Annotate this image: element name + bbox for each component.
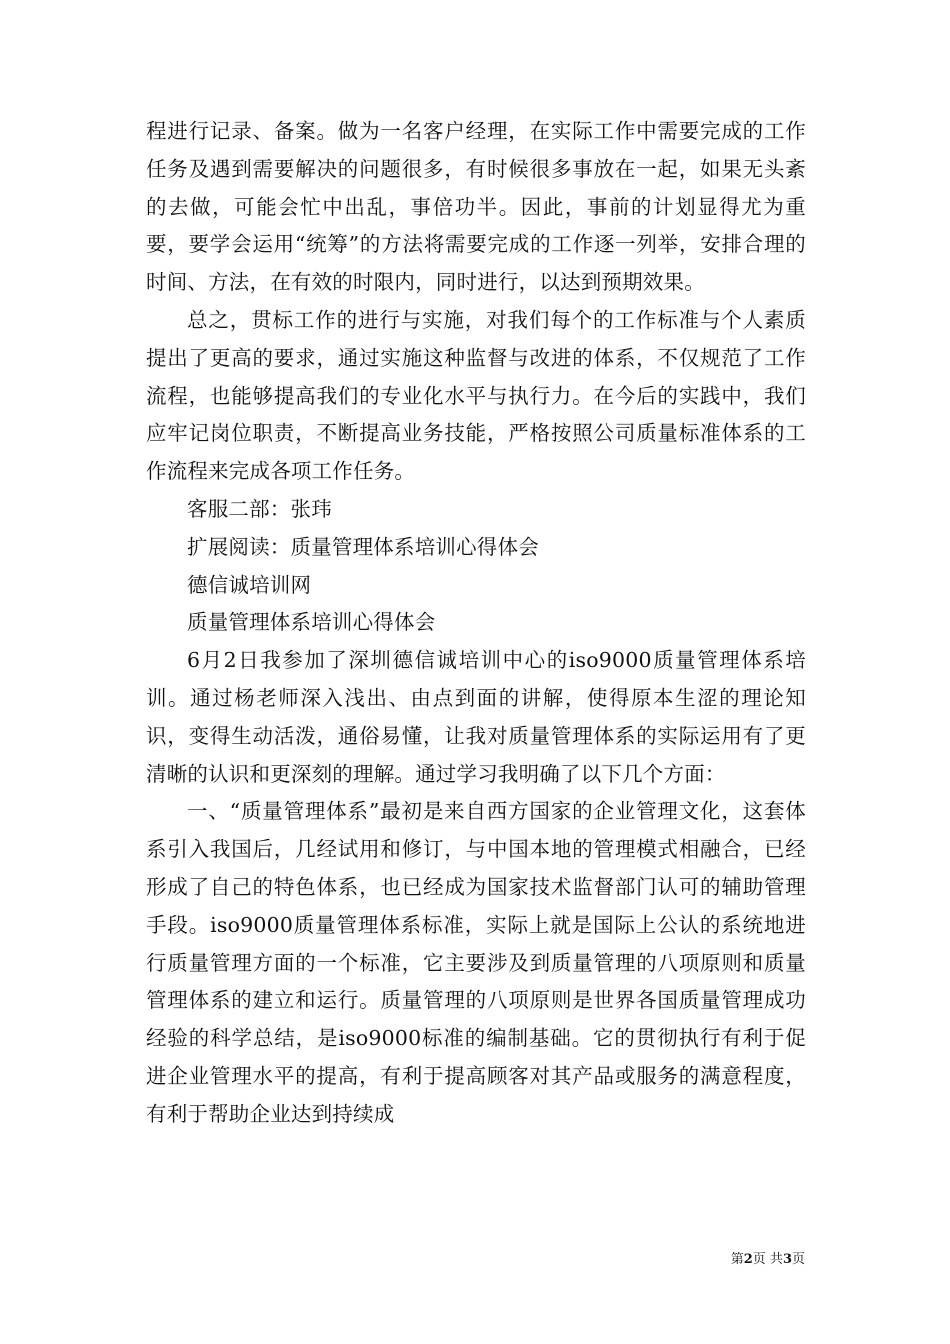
footer-prefix: 第 xyxy=(730,1252,744,1267)
paragraph: 一、“质量管理体系”最初是来自西方国家的企业管理文化，这套体系引入我国后，几经试用和修订，与中国本地的管理模式相融合，已经形成了自己的特色体系，也已经成为国家技术监督部门认可的辅助管理手段。iso9000质量管理体系标准，实际上就是国际上公认的系统地进行质量管理方面的一个标准，它主要涉及到质量管理的八项原则和质量管理体系的建立和运行。质量管理的八项原则是世界各国质量管理成功经验的科学总结，是iso9000标准的编制基础。它的贯彻执行有利于促进企业管理水平的提高，有利于提高顾客对其产品或服务的满意程度，有利于帮助企业达到持续成 xyxy=(146,799,806,1126)
current-page-number: 2 xyxy=(743,1252,753,1267)
author-line: 客服二部：张玮 xyxy=(187,496,332,521)
document-body xyxy=(146,113,806,1134)
footer-suffix: 页 xyxy=(791,1252,805,1267)
total-page-number: 3 xyxy=(782,1252,792,1267)
paragraph: 6月2日我参加了深圳德信诚培训中心的iso9000质量管理体系培训。通过杨老师深入浅出、由点到面的讲解，使得原本生涩的理论知识，变得生动活泼，通俗易懂，让我对质量管理体系的实际运用有了更清晰的认识和更深刻的理解。通过学习我明确了以下几个方面： xyxy=(146,648,806,786)
paragraph: 程进行记录、备案。做为一名客户经理，在实际工作中需要完成的工作任务及遇到需要解决的问题很多，有时候很多事放在一起，如果无头紊的去做，可能会忙中出乱，事倍功半。因此，事前的计划显得尤为重要，要学会运用“统筹”的方法将需要完成的工作逐一列举，安排合理的时间、方法，在有效的时限内，同时进行，以达到预期效果。 xyxy=(146,119,806,295)
paragraph: 总之，贯标工作的进行与实施，对我们每个的工作标准与个人素质提出了更高的要求，通过实施这种监督与改进的体系，不仅规范了工作流程，也能够提高我们的专业化水平与执行力。在今后的实践中，我们应牢记岗位职责，不断提高业务技能，严格按照公司质量标准体系的工作流程来完成各项工作任务。 xyxy=(146,307,806,484)
extended-reading-line: 扩展阅读：质量管理体系培训心得体会 xyxy=(187,534,539,559)
page-number-footer xyxy=(731,1248,805,1267)
section-title: 质量管理体系培训心得体会 xyxy=(187,610,436,635)
source-line: 德信诚培训网 xyxy=(187,572,312,597)
footer-middle: 页 共 xyxy=(752,1252,783,1267)
